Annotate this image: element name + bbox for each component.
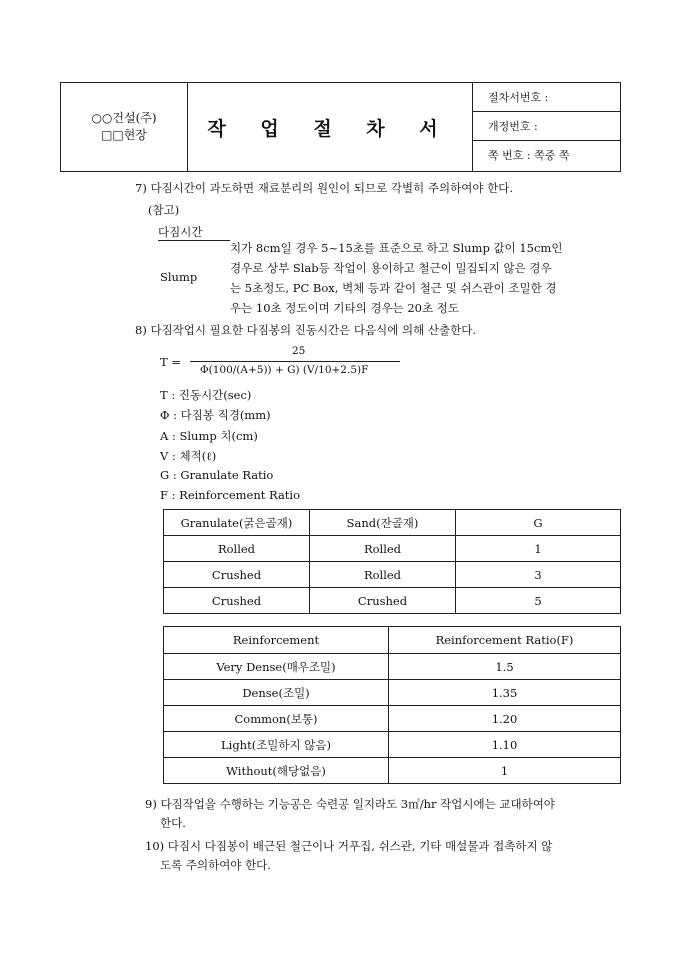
table-cell: Crushed (310, 588, 456, 614)
table-cell: 1 (456, 536, 621, 562)
reference-label: (참고) (148, 203, 180, 217)
table-cell: 1 (389, 758, 621, 784)
table-cell: Dense(조밀) (164, 680, 389, 706)
item-10-cont: 도록 주의하여야 한다. (160, 858, 271, 872)
table-row (164, 680, 621, 706)
slump-desc-line: 치가 8cm일 경우 5~15초를 표준으로 하고 Slump 값이 15cm인 (230, 241, 563, 255)
def-T: T : 진동시간(sec) (160, 388, 252, 402)
slump-label: Slump (160, 270, 198, 284)
table-row (164, 562, 621, 588)
table-row (164, 588, 621, 614)
def-V: V : 체적(ℓ) (160, 449, 217, 463)
item-9-cont: 한다. (160, 816, 186, 830)
revision-row: 개정번호 : (472, 112, 620, 141)
page-number-row: 쪽 번호 : 쪽중 쪽 (488, 149, 570, 162)
table-cell: Rolled (310, 536, 456, 562)
table-header-row (164, 627, 621, 654)
table-cell: Very Dense(매우조밀) (164, 654, 389, 680)
slump-desc-line: 는 5초정도, PC Box, 벽체 등과 같이 철근 및 쉬스관이 조밀한 경 (230, 281, 557, 295)
table-row (164, 536, 621, 562)
formula-denominator: Φ(100/(A+5)) + G) (V/10+2.5)F (200, 364, 369, 376)
table-row (164, 732, 621, 758)
table-cell: 1.10 (389, 732, 621, 758)
site-name: □□현장 (101, 128, 147, 142)
def-G: G : Granulate Ratio (160, 468, 274, 482)
table-cell: 1.5 (389, 654, 621, 680)
item-10: 10) 다짐시 다짐봉이 배근된 철근이나 거푸집, 쉬스관, 기타 매설물과 접촉하지 않 (145, 839, 553, 853)
table-cell: Common(보통) (164, 706, 389, 732)
table-header: Granulate(굵은골재) (164, 510, 310, 536)
def-F: F : Reinforcement Ratio (160, 488, 301, 502)
reinforcement-ratio-table (163, 626, 621, 784)
table-cell: Rolled (164, 536, 310, 562)
table-header: Reinforcement Ratio(F) (389, 627, 621, 654)
company-name: ○○건설(주) (91, 111, 157, 125)
table-header: G (456, 510, 621, 536)
item-9: 9) 다짐작업을 수행하는 기능공은 숙련공 일지라도 3㎥/hr 작업시에는 교대하여야 (145, 797, 555, 811)
document-header (60, 82, 621, 172)
company-cell (61, 83, 188, 171)
formula-lhs: T = (160, 355, 181, 369)
vibration-time-label: 다짐시간 (158, 224, 230, 241)
table-cell: 1.35 (389, 680, 621, 706)
table-cell: 1.20 (389, 706, 621, 732)
granulate-ratio-table (163, 509, 621, 614)
def-phi: Φ : 다짐봉 직경(mm) (160, 408, 271, 422)
table-row (164, 706, 621, 732)
table-cell: Crushed (164, 562, 310, 588)
doc-info-cell (472, 83, 620, 171)
doc-number-row: 절차서번호 : (472, 83, 620, 112)
slump-desc-line: 경우로 상부 Slab등 작업이 용이하고 철근이 밀집되지 않은 경우 (230, 261, 552, 275)
table-header: Sand(잔골재) (310, 510, 456, 536)
table-cell: 5 (456, 588, 621, 614)
item-7: 7) 다짐시간이 과도하면 재료분리의 원인이 되므로 각별히 주의하여야 한다. (135, 181, 513, 195)
table-cell: Light(조밀하지 않음) (164, 732, 389, 758)
def-A: A : Slump 치(cm) (160, 429, 258, 443)
table-cell: Rolled (310, 562, 456, 588)
table-row (164, 654, 621, 680)
table-header: Reinforcement (164, 627, 389, 654)
formula-numerator: 25 (292, 345, 306, 357)
table-header-row (164, 510, 621, 536)
item-8: 8) 다짐작업시 필요한 다짐봉의 진동시간은 다음식에 의해 산출한다. (135, 323, 476, 337)
fraction-bar (190, 361, 400, 362)
table-row (164, 758, 621, 784)
table-cell: Crushed (164, 588, 310, 614)
slump-desc-line: 우는 10초 정도이며 기타의 경우는 20초 정도 (230, 301, 459, 315)
table-cell: 3 (456, 562, 621, 588)
table-cell: Without(해당없음) (164, 758, 389, 784)
document-title: 작 업 절 차 서 (187, 83, 473, 171)
